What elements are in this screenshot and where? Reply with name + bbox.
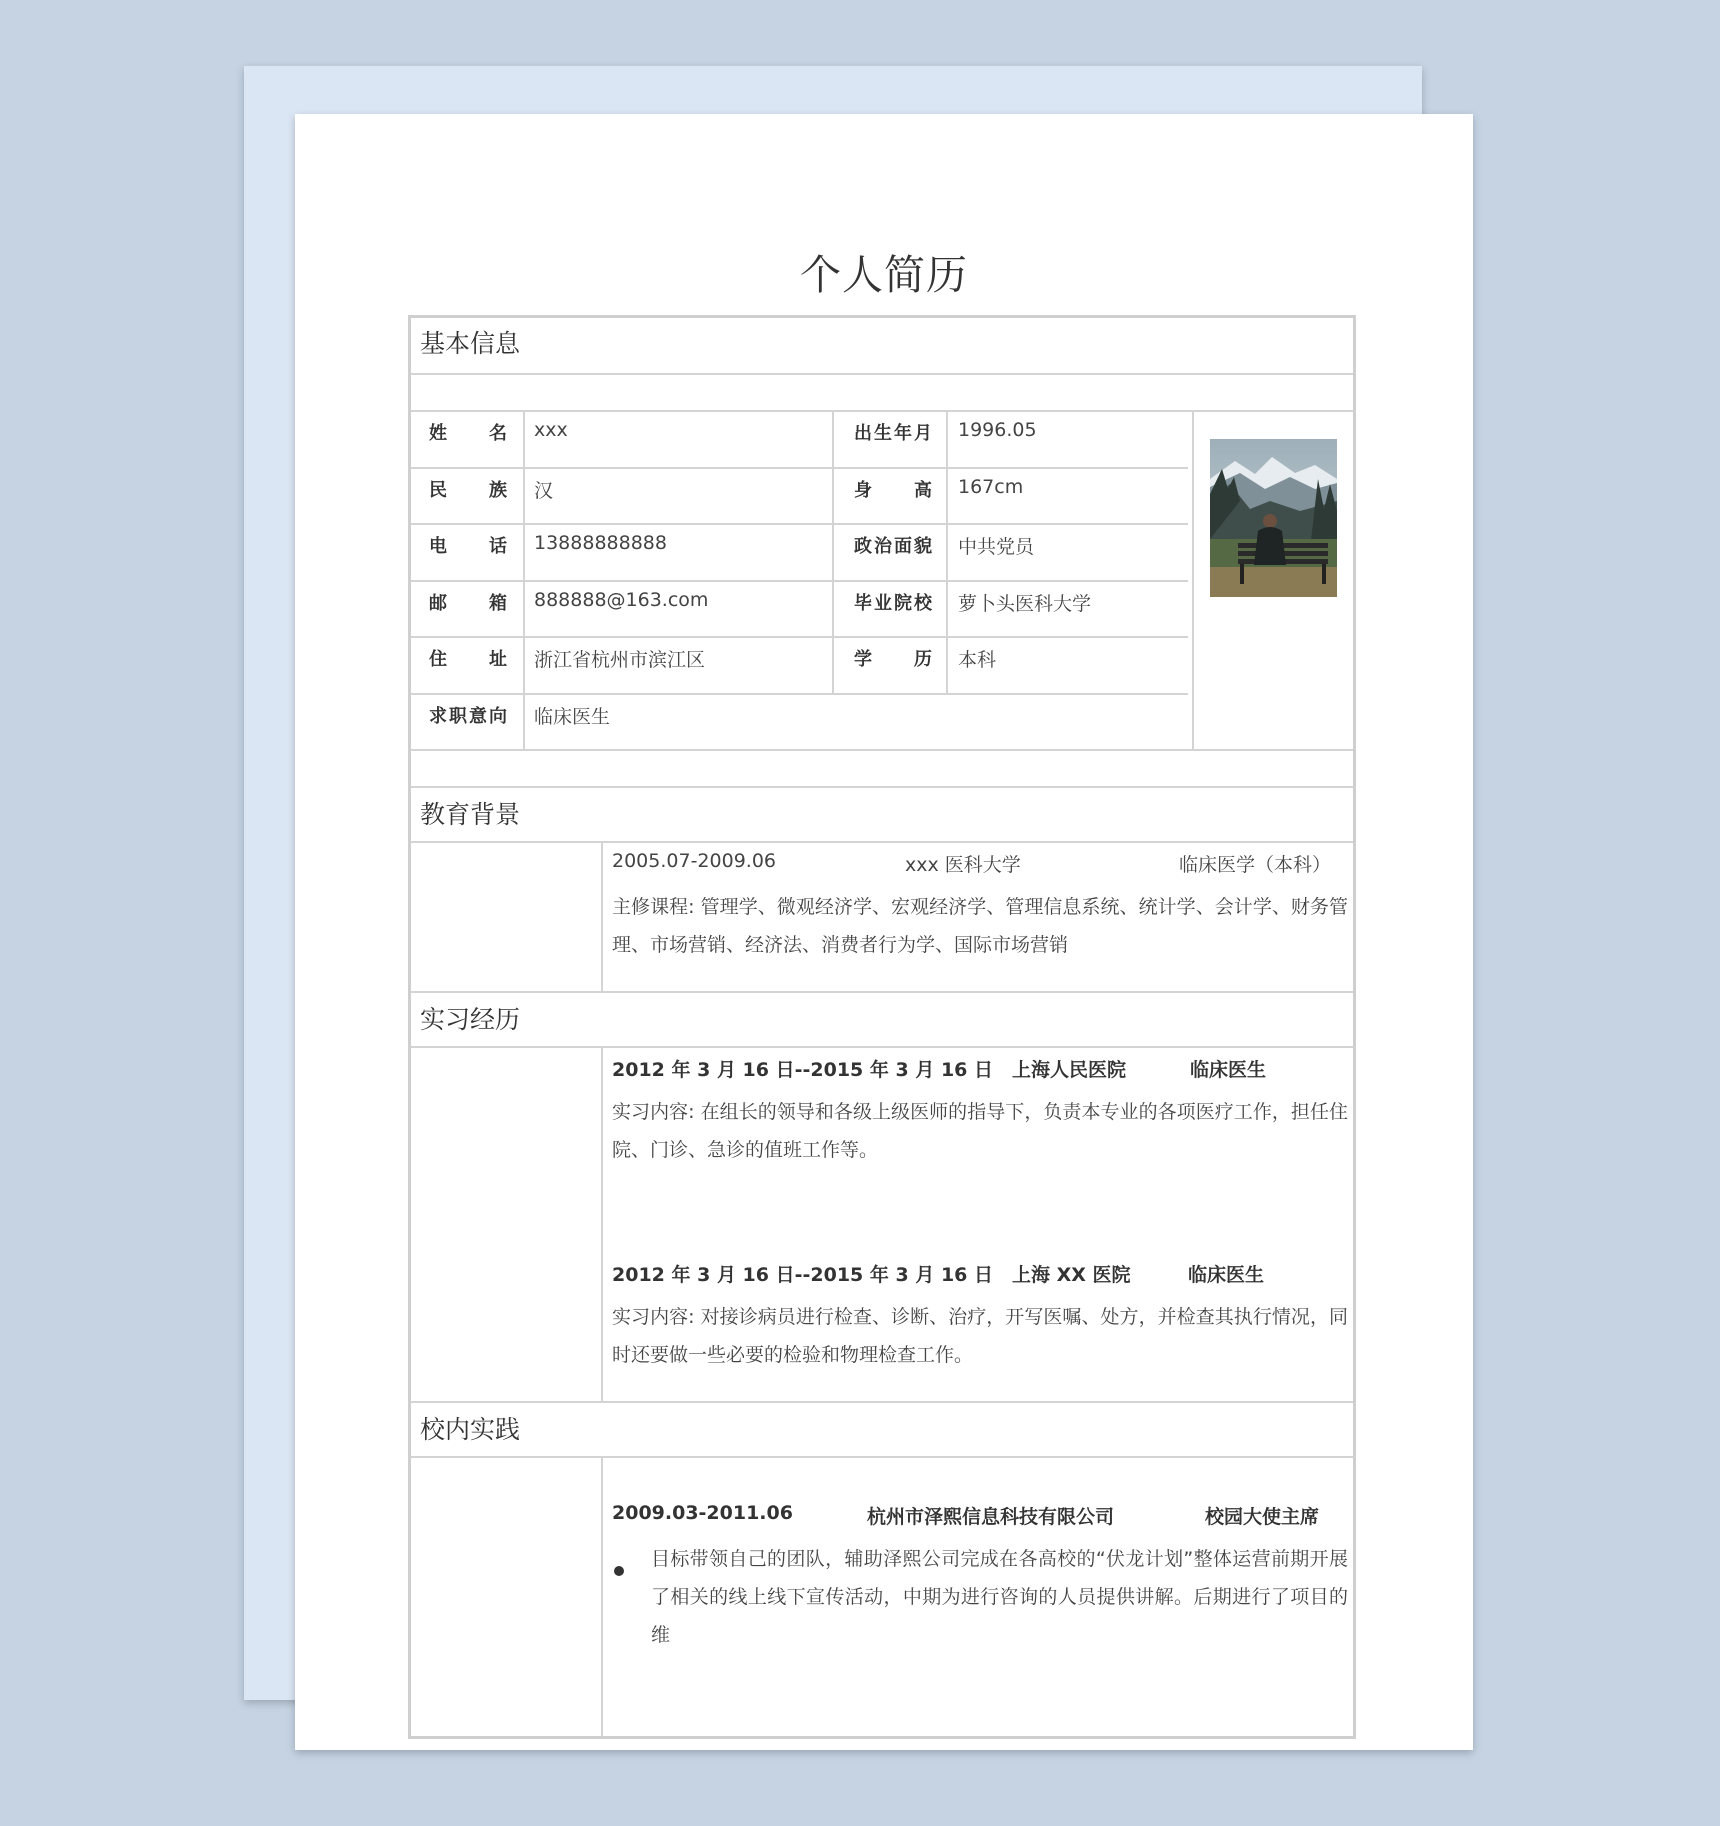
row-divider [411,841,1353,843]
col-divider [832,410,834,693]
internship-2-role: 临床医生 [1188,1264,1265,1286]
row-divider [411,580,1188,582]
internship-2-content: 实习内容: 对接诊病员进行检查、诊断、治疗，开写医嘱、处方，并检查其执行情况，同时还要做一些必要的检验和物理检查工作。 [612,1306,1348,1366]
row-divider [411,523,1188,525]
value-political: 中共党员 [958,536,1035,558]
section-title-basic-info: 基本信息 [420,329,521,358]
row-divider [411,693,1188,695]
internship-2-period: 2012 年 3 月 16 日--2015 年 3 月 16 日 [612,1264,994,1286]
value-name: xxx [534,419,568,441]
value-objective: 临床医生 [534,706,611,728]
value-height: 167cm [958,476,1024,498]
value-ethnicity: 汉 [534,480,554,502]
label-degree: 学历 [854,649,932,670]
label-school: 毕业院校 [854,593,932,614]
row-divider [411,636,1188,638]
col-divider [523,410,525,749]
campus-description: 目标带领自己的团队，辅助泽熙公司完成在各高校的“伏龙计划”整体运营前期开展了相关的线上线下宣传活动，中期为进行咨询的人员提供讲解。后期进行了项目的维 [651,1548,1348,1646]
label-phone: 电话 [429,536,507,557]
row-divider [411,467,1188,469]
profile-photo [1210,439,1337,597]
campus-period: 2009.03-2011.06 [612,1502,793,1524]
campus-role: 校园大使主席 [1205,1506,1320,1528]
label-ethnicity: 民族 [429,480,507,501]
value-email: 888888@163.com [534,589,709,611]
page-title: 个人简历 [800,251,968,299]
internship-1-content: 实习内容: 在组长的领导和各级上级医师的指导下，负责本专业的各项医疗工作，担任住院、门诊、急诊的值班工作等。 [612,1101,1348,1161]
label-name: 姓名 [429,423,507,444]
col-divider [601,1046,603,1401]
value-address: 浙江省杭州市滨江区 [534,649,706,671]
label-address: 住址 [429,649,507,670]
row-divider [411,410,1353,412]
label-email: 邮箱 [429,593,507,614]
col-divider [601,1456,603,1739]
col-divider [1192,410,1194,749]
internship-2-org: 上海 XX 医院 [1012,1264,1131,1286]
row-divider [411,786,1353,788]
row-divider [411,373,1353,375]
section-title-education: 教育背景 [420,800,521,829]
internship-1-org: 上海人民医院 [1012,1059,1127,1081]
label-objective: 求职意向 [429,706,507,727]
campus-org: 杭州市泽熙信息科技有限公司 [867,1506,1115,1528]
value-phone: 13888888888 [534,532,667,554]
row-divider [411,1401,1353,1403]
label-birth: 出生年月 [854,423,932,444]
col-divider [601,841,603,991]
value-degree: 本科 [958,649,997,671]
row-divider [411,991,1353,993]
education-period: 2005.07-2009.06 [612,850,776,872]
value-birth: 1996.05 [958,419,1037,441]
internship-1-period: 2012 年 3 月 16 日--2015 年 3 月 16 日 [612,1059,994,1081]
education-courses: 主修课程: 管理学、微观经济学、宏观经济学、管理信息系统、统计学、会计学、财务管理、市场营销、经济法、消费者行为学、国际市场营销 [612,896,1348,956]
label-height: 身高 [854,480,932,501]
value-school: 萝卜头医科大学 [958,593,1092,615]
education-major: 临床医学（本科） [1179,854,1332,876]
label-political: 政治面貌 [854,536,932,557]
resume-table [408,315,1356,1739]
section-title-campus: 校内实践 [420,1415,521,1444]
bullet-dot [614,1566,624,1576]
resume-page [295,114,1473,1750]
section-title-internship: 实习经历 [420,1005,521,1034]
row-divider [411,749,1353,751]
col-divider [946,410,948,693]
education-school: xxx 医科大学 [905,854,1021,876]
row-divider [411,1046,1353,1048]
row-divider [411,1456,1353,1458]
internship-1-role: 临床医生 [1190,1059,1267,1081]
